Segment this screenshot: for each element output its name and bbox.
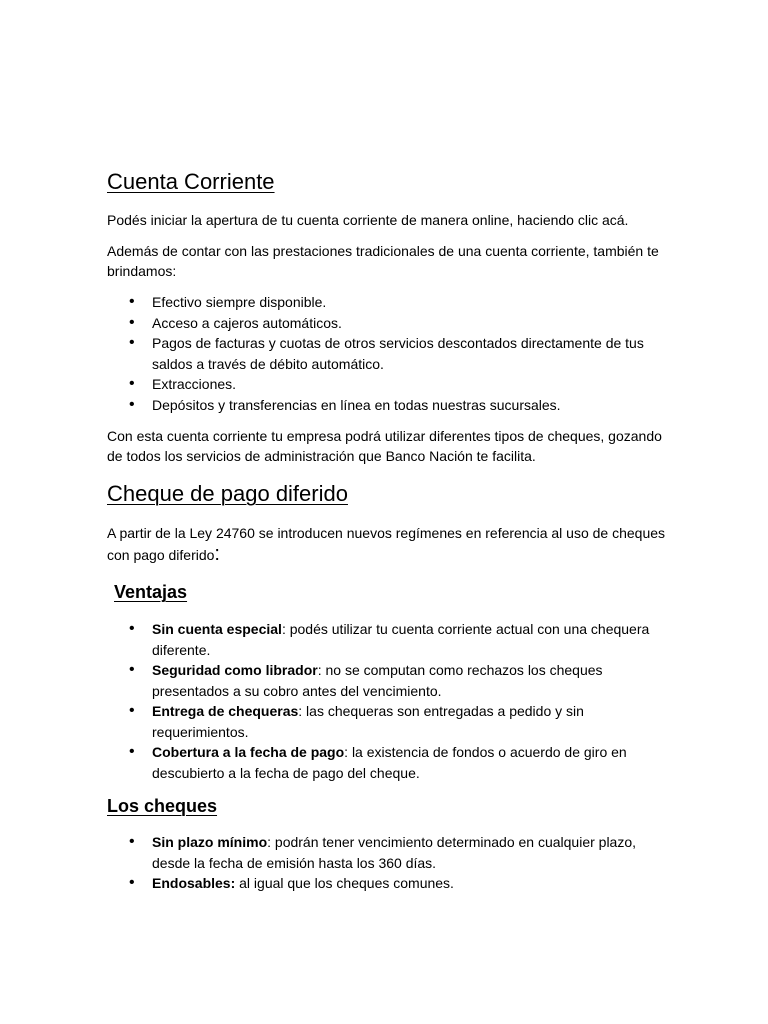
heading-ventajas: Ventajas	[114, 582, 188, 602]
paragraph-ley	[107, 522, 667, 566]
item-desc: : las chequeras son entregadas a pedido y sin requerimientos.	[152, 703, 584, 740]
list-item	[107, 701, 667, 742]
list-item: • Efectivo siempre disponible.	[107, 292, 667, 313]
item-term: Sin cuenta especial	[152, 621, 282, 637]
list-ventajas	[107, 619, 667, 783]
list-item	[107, 660, 667, 701]
heading-los-cheques: Los cheques	[107, 796, 218, 816]
item-desc: : no se computan como rechazos los cheques presentados a su cobro antes del vencimiento.	[152, 662, 603, 699]
item-term: Seguridad como librador	[152, 662, 318, 678]
paragraph-apertura: Podés iniciar la apertura de tu cuenta corriente de manera online, haciendo clic acá.	[107, 212, 629, 228]
list-los-cheques	[107, 832, 667, 894]
list-item	[107, 619, 667, 660]
item-desc: : la existencia de fondos o acuerdo de giro en descubierto a la fecha de pago del cheque.	[152, 744, 627, 781]
paragraph-ley-text: A partir de la Ley 24760 se introducen nuevos regímenes en referencia al uso de cheques con pago diferido	[107, 525, 666, 563]
list-item: • Pagos de facturas y cuotas de otros servicios descontados directamente de tus saldos a través de débito automático.	[107, 333, 667, 374]
item-desc: al igual que los cheques comunes.	[235, 875, 454, 891]
paragraph-prestaciones: Además de contar con las prestaciones tradicionales de una cuenta corriente, también te brindamos:	[107, 243, 659, 279]
heading-cheque-diferido: Cheque de pago diferido	[107, 481, 348, 506]
list-prestaciones	[107, 292, 667, 415]
document-body	[107, 168, 667, 894]
list-item: • Acceso a cajeros automáticos.	[107, 313, 667, 334]
item-desc: : podés utilizar tu cuenta corriente actual con una chequera diferente.	[152, 621, 650, 658]
paragraph-ley-colon: :	[214, 543, 220, 565]
list-item: • Depósitos y transferencias en línea en todas nuestras sucursales.	[107, 395, 667, 416]
list-item: • Extracciones.	[107, 374, 667, 395]
item-term: Sin plazo mínimo	[152, 834, 268, 850]
list-item	[107, 873, 667, 894]
item-term: Entrega de chequeras	[152, 703, 299, 719]
paragraph-tipos-cheques: Con esta cuenta corriente tu empresa podrá utilizar diferentes tipos de cheques, gozando de todos los servicios de administración que Banco Nación te facilita.	[107, 428, 662, 464]
list-item	[107, 742, 667, 783]
item-term: Cobertura a la fecha de pago	[152, 744, 345, 760]
item-desc: : podrán tener vencimiento determinado en cualquier plazo, desde la fecha de emisión hasta los 360 días.	[152, 834, 637, 871]
item-term: Endosables:	[152, 875, 236, 891]
heading-cuenta-corriente: Cuenta Corriente	[107, 169, 275, 194]
list-item	[107, 832, 667, 873]
